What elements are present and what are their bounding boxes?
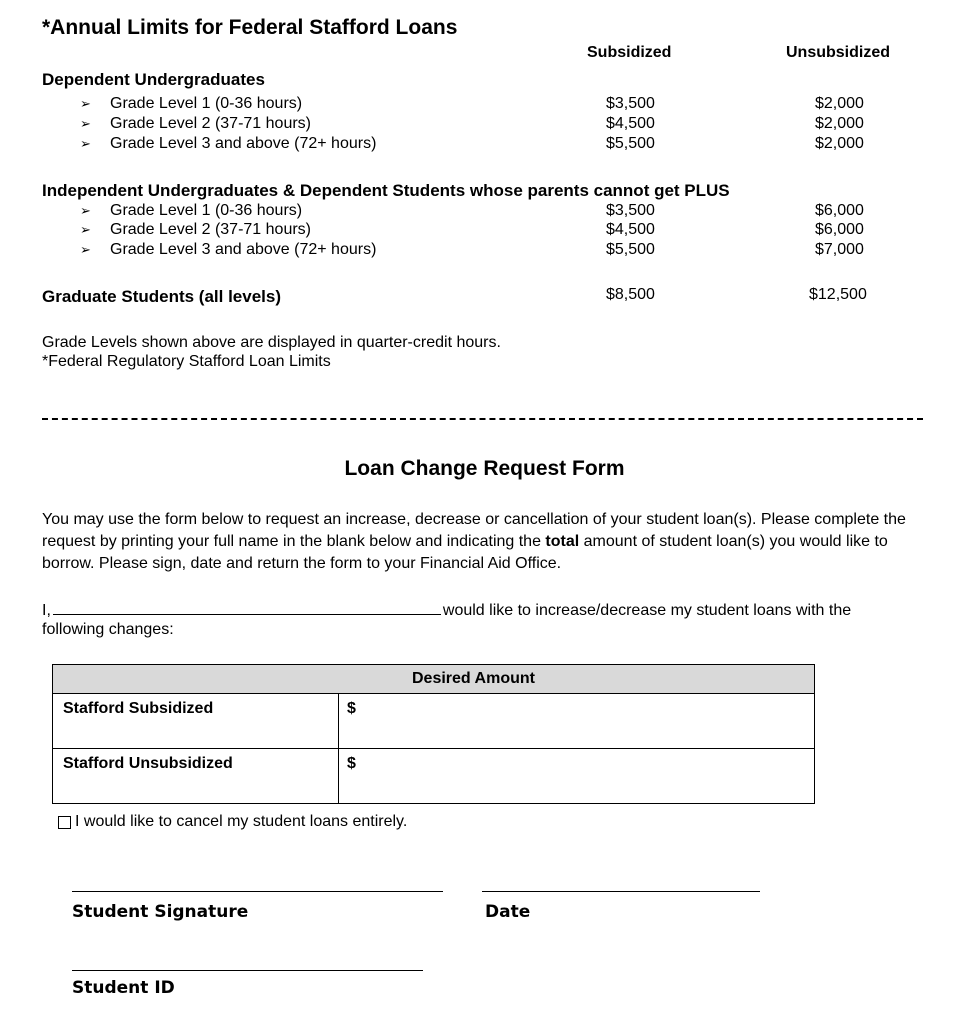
student-id-label: Student ID [72, 978, 175, 998]
form-title: Loan Change Request Form [344, 457, 625, 480]
signature-line[interactable] [72, 891, 443, 892]
form-intro [42, 509, 932, 575]
desired-amount-table [52, 664, 815, 804]
grade-level-label: Grade Level 2 (37-71 hours) [110, 221, 311, 238]
arrow-bullet-icon: ➢ [80, 136, 91, 151]
row-label: Stafford Unsubsidized [53, 749, 339, 804]
date-line[interactable] [482, 891, 760, 892]
name-suffix: would like to increase/decrease my student loans with the [442, 602, 852, 619]
unsubsidized-amount: $6,000 [815, 202, 864, 219]
arrow-bullet-icon: ➢ [80, 116, 91, 131]
table-row [53, 749, 815, 804]
independent-heading: Independent Undergraduates & Dependent Students whose parents cannot get PLUS [42, 181, 730, 200]
currency-symbol: $ [347, 700, 356, 717]
cancel-loans-option[interactable] [58, 813, 407, 831]
grade-level-label: Grade Level 3 and above (72+ hours) [110, 241, 377, 258]
grade-level-label: Grade Level 3 and above (72+ hours) [110, 135, 377, 152]
date-label: Date [485, 902, 531, 922]
table-row [53, 694, 815, 749]
column-header-subsidized: Subsidized [587, 44, 672, 61]
desired-amount-header: Desired Amount [53, 665, 815, 694]
arrow-bullet-icon: ➢ [80, 203, 91, 218]
unsubsidized-amount: $7,000 [815, 241, 864, 258]
full-name-field[interactable] [53, 598, 441, 615]
graduate-unsubsidized-amount: $12,500 [809, 286, 867, 303]
section-divider [42, 418, 923, 420]
cancel-loans-checkbox[interactable] [58, 816, 71, 829]
subsidized-amount: $3,500 [606, 95, 655, 112]
stafford-subsidized-amount-field[interactable] [339, 694, 815, 749]
unsubsidized-amount: $6,000 [815, 221, 864, 238]
stafford-unsubsidized-amount-field[interactable] [339, 749, 815, 804]
grade-level-label: Grade Level 1 (0-36 hours) [110, 95, 303, 112]
name-continuation: following changes: [42, 621, 174, 638]
graduate-subsidized-amount: $8,500 [606, 286, 655, 303]
name-line [42, 598, 851, 620]
unsubsidized-amount: $2,000 [815, 135, 864, 152]
subsidized-amount: $3,500 [606, 202, 655, 219]
limits-title: *Annual Limits for Federal Stafford Loans [42, 16, 458, 39]
intro-text: You may use the form below to request an increase, decrease or cancellation of your student loan(s). Please complete the request by printing your full name in the blank below and indicating the [42, 511, 906, 550]
arrow-bullet-icon: ➢ [80, 222, 91, 237]
name-prefix: I, [42, 602, 51, 619]
subsidized-amount: $5,500 [606, 241, 655, 258]
grade-level-label: Grade Level 1 (0-36 hours) [110, 202, 303, 219]
row-label: Stafford Subsidized [53, 694, 339, 749]
unsubsidized-amount: $2,000 [815, 115, 864, 132]
dependent-heading: Dependent Undergraduates [42, 70, 265, 89]
subsidized-amount: $4,500 [606, 221, 655, 238]
intro-text: amount of student loan(s) you would like to borrow. Please sign, date and return the form to your Financial Aid Office. [42, 533, 888, 572]
student-id-line[interactable] [72, 970, 423, 971]
column-header-unsubsidized: Unsubsidized [786, 44, 891, 61]
intro-bold-total: total [545, 533, 580, 550]
regulatory-note: *Federal Regulatory Stafford Loan Limits [42, 353, 331, 370]
quarter-credit-note: Grade Levels shown above are displayed in quarter-credit hours. [42, 334, 501, 351]
subsidized-amount: $5,500 [606, 135, 655, 152]
student-signature-label: Student Signature [72, 902, 249, 922]
cancel-loans-label: I would like to cancel my student loans entirely. [75, 813, 408, 830]
unsubsidized-amount: $2,000 [815, 95, 864, 112]
arrow-bullet-icon: ➢ [80, 96, 91, 111]
currency-symbol: $ [347, 755, 356, 772]
graduate-heading: Graduate Students (all levels) [42, 287, 282, 306]
grade-level-label: Grade Level 2 (37-71 hours) [110, 115, 311, 132]
arrow-bullet-icon: ➢ [80, 242, 91, 257]
subsidized-amount: $4,500 [606, 115, 655, 132]
